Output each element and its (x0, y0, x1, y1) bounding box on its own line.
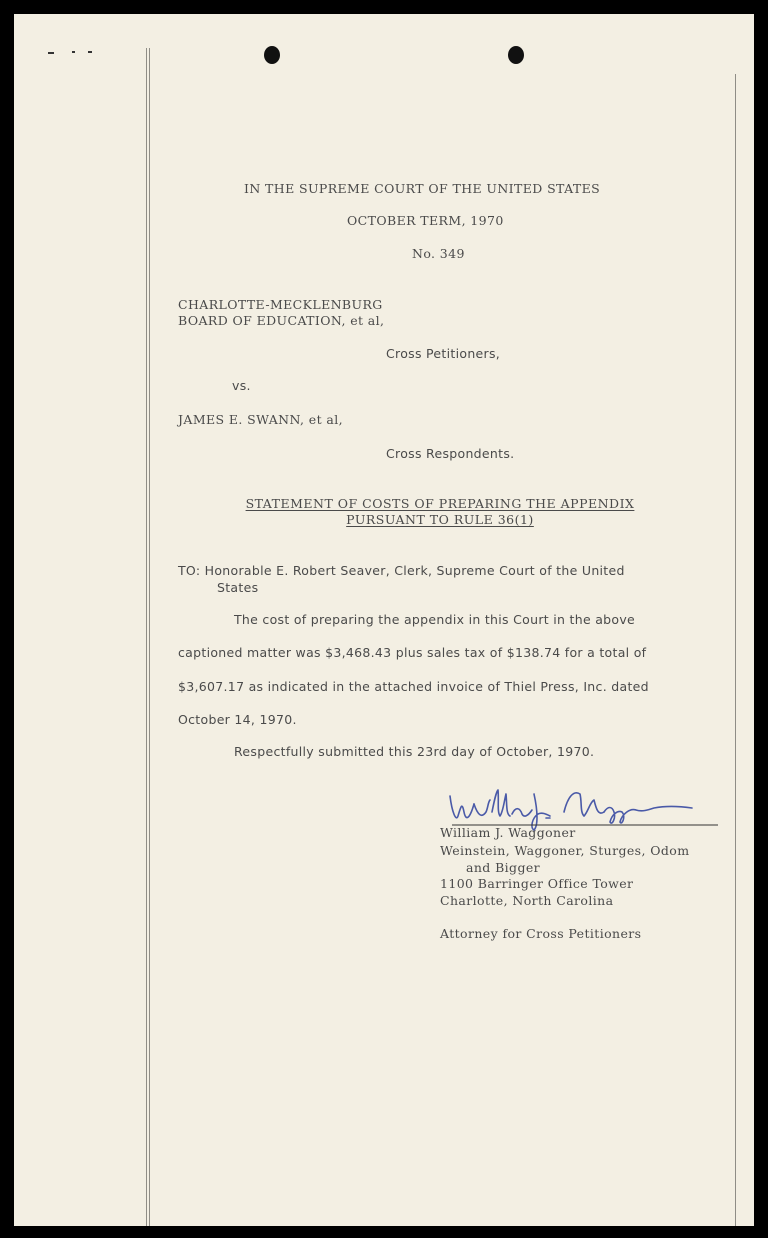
right-margin-line (735, 74, 736, 1226)
versus: vs. (232, 378, 251, 393)
document-title-line2: PURSUANT TO RULE 36(1) (346, 512, 534, 527)
address-line1: 1100 Barringer Office Tower (440, 876, 634, 891)
punch-hole-left (264, 46, 280, 64)
attorney-name: William J. Waggoner (440, 825, 576, 840)
addressee-line2: States (217, 580, 259, 595)
body-paragraph-line3: $3,607.17 as indicated in the attached invoice of Thiel Press, Inc. dated (178, 679, 649, 694)
corner-mark (88, 51, 92, 53)
court-term: OCTOBER TERM, 1970 (347, 213, 504, 228)
document-title-line1: STATEMENT OF COSTS OF PREPARING THE APPENDIX (245, 496, 635, 511)
petitioner-name-line2: BOARD OF EDUCATION, et al, (178, 313, 385, 328)
firm-name-line2: and Bigger (466, 860, 541, 875)
court-name: IN THE SUPREME COURT OF THE UNITED STATES (244, 181, 601, 196)
petitioner-name-line1: CHARLOTTE-MECKLENBURG (178, 297, 383, 312)
case-number: No. 349 (412, 246, 465, 261)
body-paragraph-line2: captioned matter was $3,468.43 plus sales tax of $138.74 for a total of (178, 645, 647, 660)
respondent-role: Cross Respondents. (386, 446, 515, 461)
document-page (14, 14, 754, 1226)
body-paragraph-line1: The cost of preparing the appendix in this Court in the above (234, 612, 636, 627)
respondent-name: JAMES E. SWANN, et al, (178, 412, 344, 427)
closing-line: Respectfully submitted this 23rd day of October, 1970. (234, 744, 595, 759)
corner-mark (48, 52, 54, 54)
addressee-line1: TO: Honorable E. Robert Seaver, Clerk, Supreme Court of the United (178, 563, 625, 578)
address-line2: Charlotte, North Carolina (440, 893, 614, 908)
petitioner-role: Cross Petitioners, (386, 346, 501, 361)
firm-name-line1: Weinstein, Waggoner, Sturges, Odom (440, 843, 690, 858)
punch-hole-right (508, 46, 524, 64)
left-margin-line (146, 48, 147, 1226)
corner-mark (72, 51, 75, 53)
left-margin-line (149, 48, 150, 1226)
body-paragraph-line4: October 14, 1970. (178, 712, 297, 727)
attorney-role: Attorney for Cross Petitioners (440, 926, 642, 941)
